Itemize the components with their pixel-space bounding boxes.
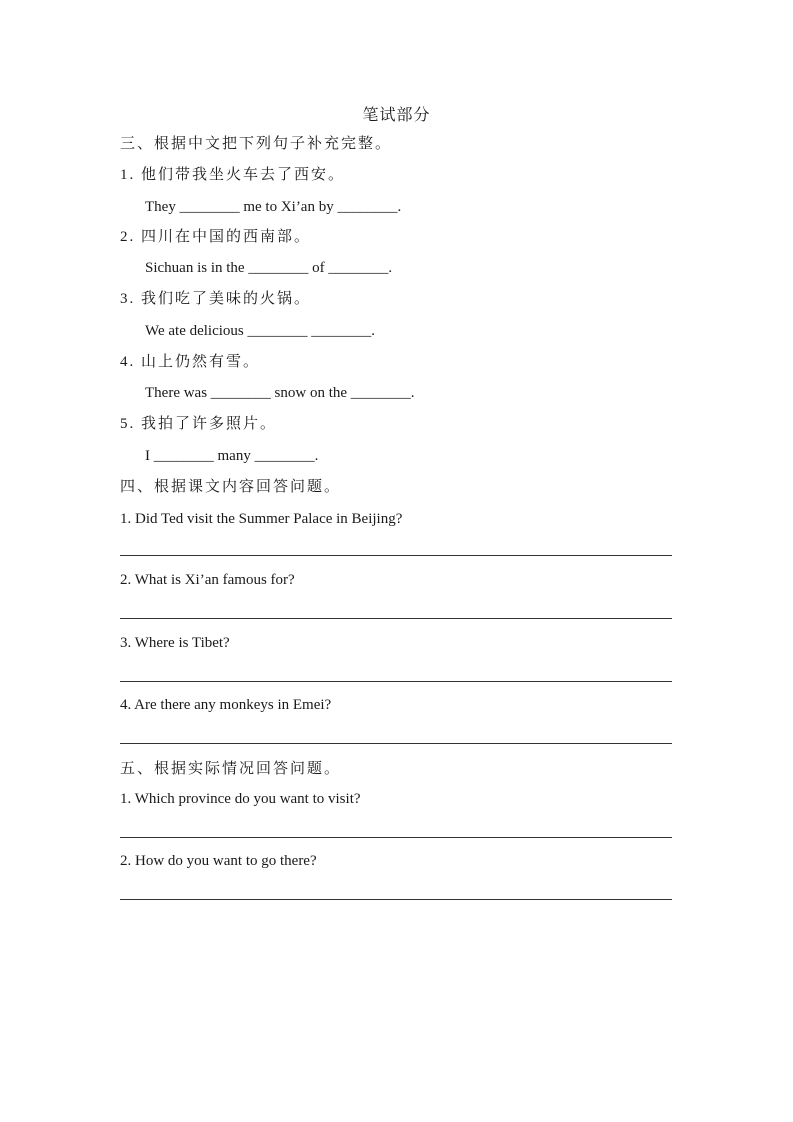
page-title: 笔试部分 [362,107,431,124]
section3-item-5-sentence[interactable]: I ________ many ________. [145,448,319,464]
section4-question-3: 3. Where is Tibet? [120,635,230,651]
answer-line[interactable] [120,743,672,744]
answer-line[interactable] [120,899,672,900]
section3-item-1-chinese: 1. 他们带我坐火车去了西安。 [120,167,346,183]
section5-heading: 五、根据实际情况回答问题。 [120,761,342,777]
section3-item-4-sentence[interactable]: There was ________ snow on the ________. [145,385,415,401]
section3-item-4-chinese: 4. 山上仍然有雪。 [120,354,261,370]
answer-line[interactable] [120,618,672,619]
section3-item-2-chinese: 2. 四川在中国的西南部。 [120,229,312,245]
section3-item-1-sentence[interactable]: They ________ me to Xi’an by ________. [145,199,402,215]
section5-question-2: 2. How do you want to go there? [120,853,317,869]
section3-item-3-chinese: 3. 我们吃了美味的火锅。 [120,291,312,307]
section5-question-1: 1. Which province do you want to visit? [120,791,361,807]
section4-question-2: 2. What is Xi’an famous for? [120,572,295,588]
section3-heading: 三、根据中文把下列句子补充完整。 [120,136,393,152]
answer-line[interactable] [120,837,672,838]
answer-line[interactable] [120,555,672,556]
section3-item-5-chinese: 5. 我拍了许多照片。 [120,416,278,432]
section4-question-1: 1. Did Ted visit the Summer Palace in Beijing? [120,511,403,527]
section3-item-2-sentence[interactable]: Sichuan is in the ________ of ________. [145,260,393,276]
section3-item-3-sentence[interactable]: We ate delicious ________ ________. [145,323,376,339]
answer-line[interactable] [120,681,672,682]
section4-question-4: 4. Are there any monkeys in Emei? [120,697,332,713]
section4-heading: 四、根据课文内容回答问题。 [120,479,342,495]
